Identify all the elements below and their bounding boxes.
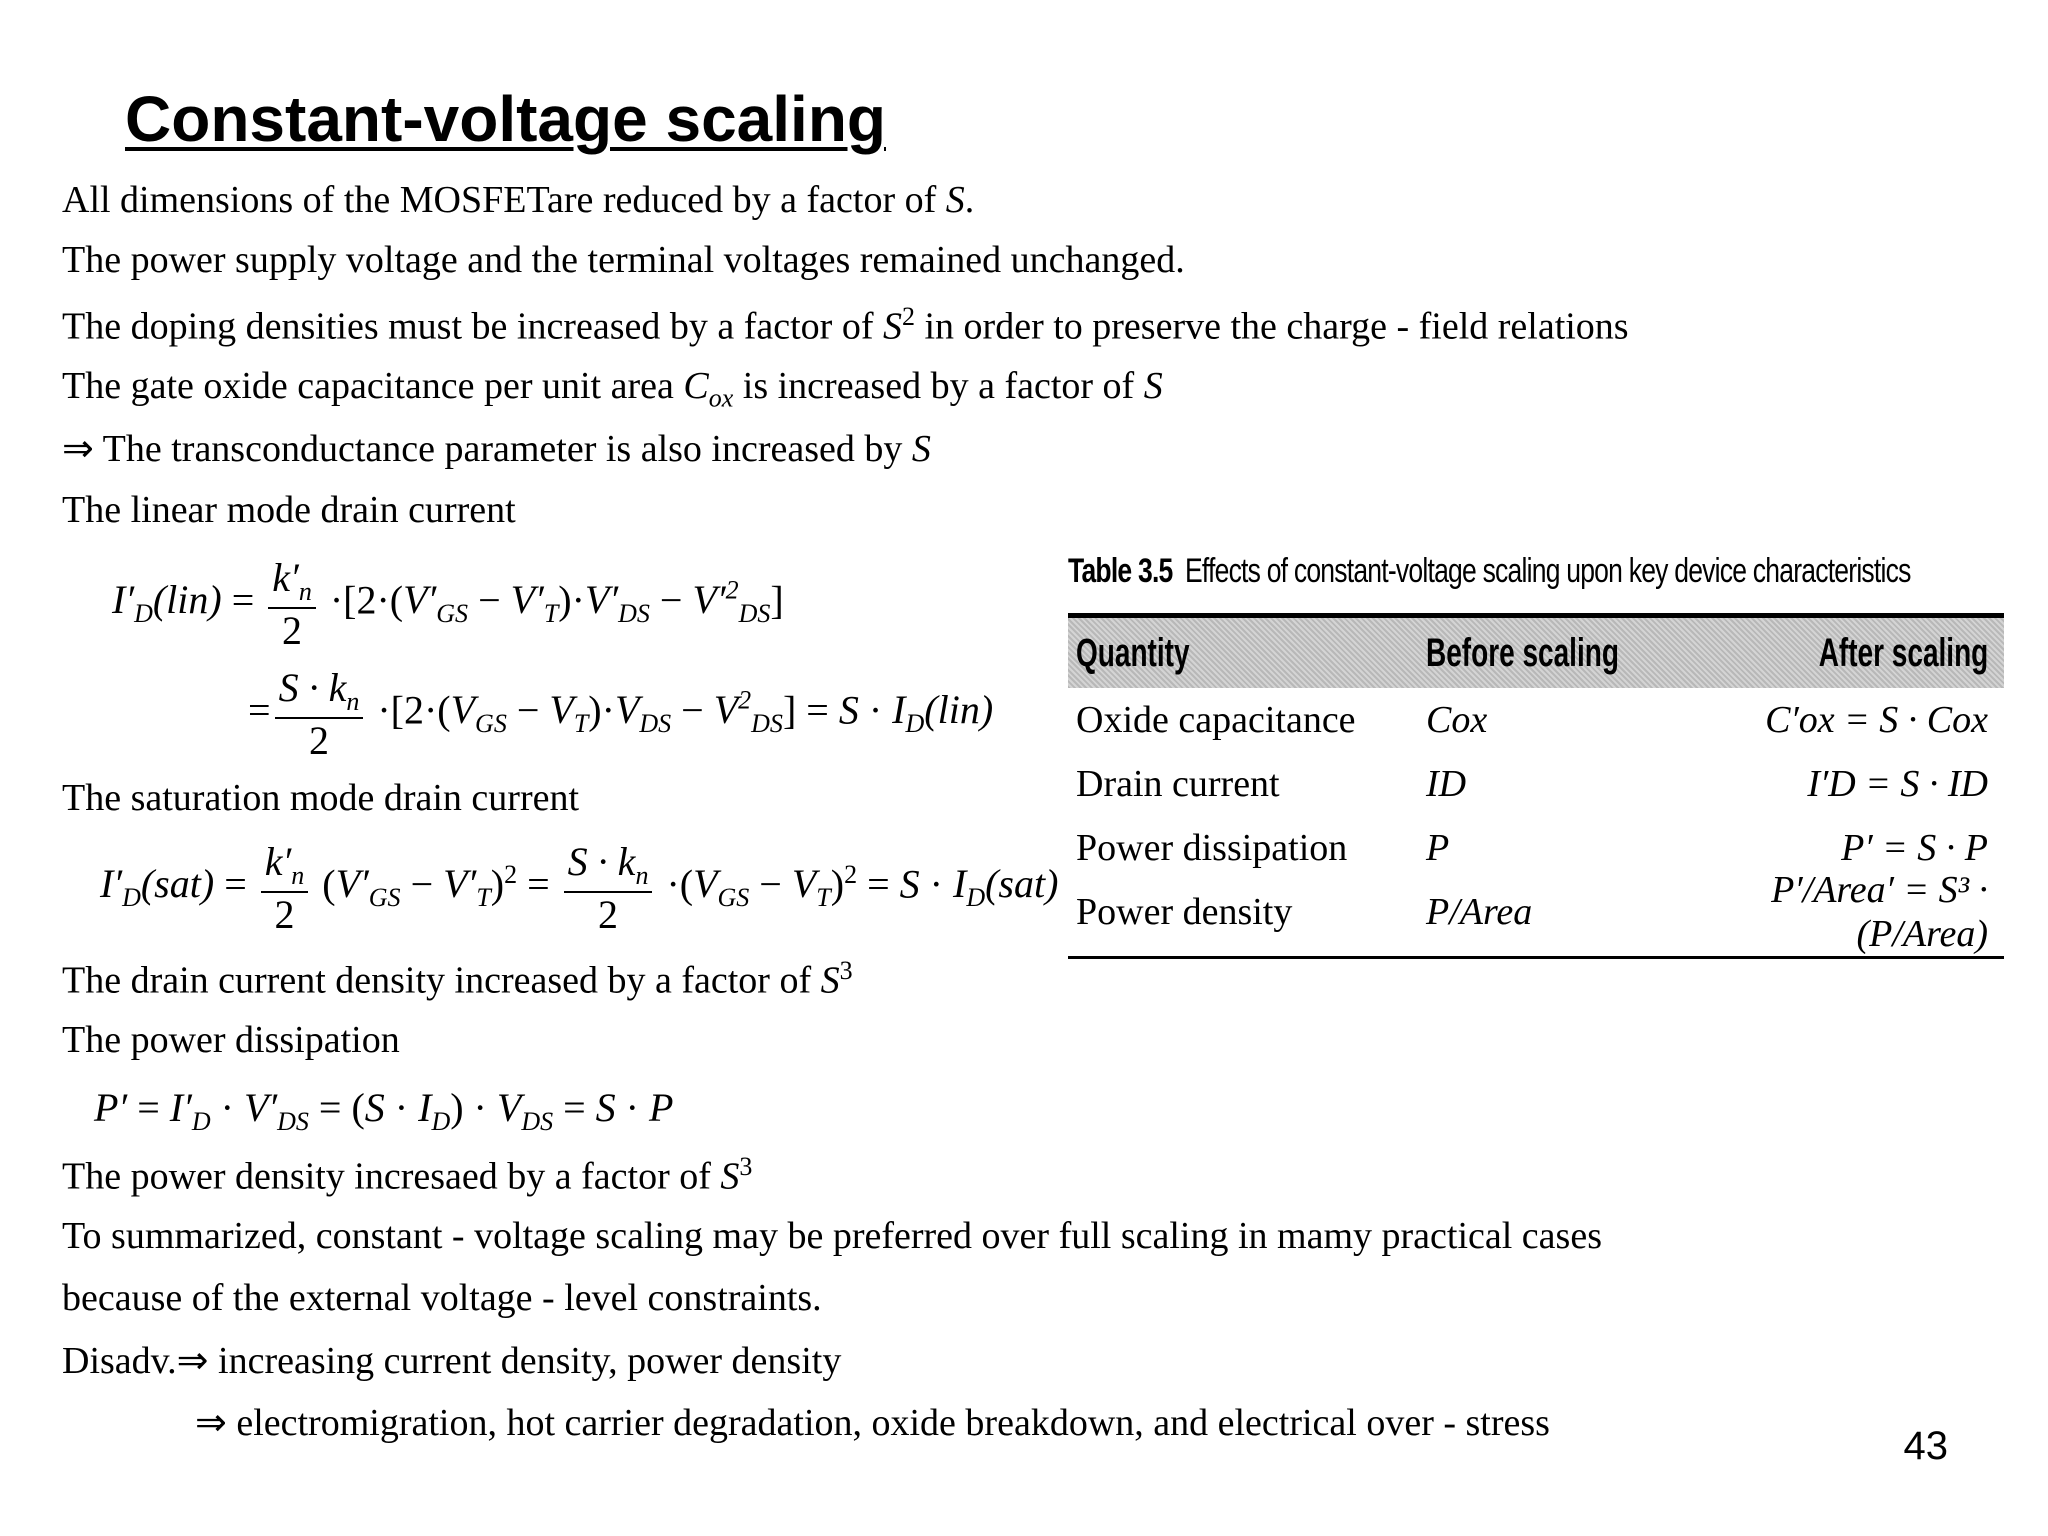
table-row [1068, 869, 2004, 955]
cell-quantity: Power density [1076, 891, 1293, 933]
cell-after: I′D = S · ID [1807, 763, 1988, 805]
page-title: Constant-voltage scaling [125, 83, 886, 155]
text-line-doping: The doping densities must be increased by a factor of $S^2$ in order to preserve the charge - field relations [62, 302, 1629, 348]
text-line-disadv-2: ⇒ electromigration, hot carrier degradation, oxide breakdown, and electrical over - stress [195, 1402, 1550, 1444]
text-line-saturation: The saturation mode drain current [62, 777, 580, 819]
page-number: 43 [1903, 1424, 1948, 1468]
table-caption: Table 3.5 Effects of constant-voltage scaling upon key device characteristics [1068, 552, 1911, 590]
equation-saturation: $I'_D(sat)$ = $\frac{k'_n}{2}$ $(V'_{GS} - V'_T)^2$ = $\frac{S \cdot k_n}{2}$ $\cdot(V_{GS} - V_T)^2 = S \cdot I_D(sat)$ [100, 839, 1059, 937]
header-before: Before scaling [1426, 630, 1619, 675]
cell-before: P [1426, 827, 1450, 869]
header-after: After scaling [1818, 630, 1988, 675]
cell-before: P/Area [1426, 891, 1533, 933]
text-line-summary-2: because of the external voltage - level constraints. [62, 1277, 822, 1319]
text-line-current-density: The drain current density increased by a factor of $S^3$ [62, 956, 853, 1002]
equation-linear-2: = $\frac{S \cdot k_n}{2}$ $\cdot[2\cdot(V_{GS} - V_T)\cdot V_{DS} - V^2_{DS}] = S \cdot I_D(lin)$ [248, 665, 994, 763]
text-line-transconductance: ⇒ The transconductance parameter is also increased by S [62, 428, 931, 470]
text-line-summary-1: To summarized, constant - voltage scaling may be preferred over full scaling in mamy practical cases [62, 1215, 1602, 1257]
equation-power: $P' = I'_D \cdot V'_{DS} = (S \cdot I_D) \cdot V_{DS} = S \cdot P$ [94, 1085, 674, 1136]
cell-quantity: Oxide capacitance [1076, 699, 1356, 741]
text-line-disadv-1: Disadv.⇒ increasing current density, power density [62, 1340, 842, 1382]
text-line-dimensions: All dimensions of the MOSFETare reduced by a factor of S. [62, 179, 975, 221]
text-line-power-density: The power density incresaed by a factor of $S^3$ [62, 1152, 753, 1198]
equation-linear-1: $I'_D(lin)$ = $\frac{k'_n}{2}$ $\cdot[2\cdot(V'_{GS} - V'_T)\cdot V'_{DS} - V'^2_{DS}]$ [112, 555, 784, 653]
text-line-oxide: The gate oxide capacitance per unit area $C_{ox}$ is increased by a factor of S [62, 365, 1163, 413]
table-row [1068, 688, 2004, 752]
text-line-power-dissipation: The power dissipation [62, 1019, 400, 1061]
scaling-table [1068, 552, 2004, 959]
text-line-linear: The linear mode drain current [62, 489, 516, 531]
header-quantity: Quantity [1076, 630, 1190, 675]
cell-before: Cox [1426, 699, 1488, 741]
cell-quantity: Drain current [1076, 763, 1280, 805]
cell-before: ID [1426, 763, 1467, 805]
table-row [1068, 752, 2004, 816]
cell-quantity: Power dissipation [1076, 827, 1348, 869]
cell-after: C′ox = S · Cox [1765, 699, 1988, 741]
cell-after: P′/Area′ = S³ · (P/Area) [1771, 869, 1988, 955]
table-header [1068, 613, 2004, 688]
text-line-supply: The power supply voltage and the terminal voltages remained unchanged. [62, 239, 1185, 281]
cell-after: P′ = S · P [1841, 827, 1988, 869]
